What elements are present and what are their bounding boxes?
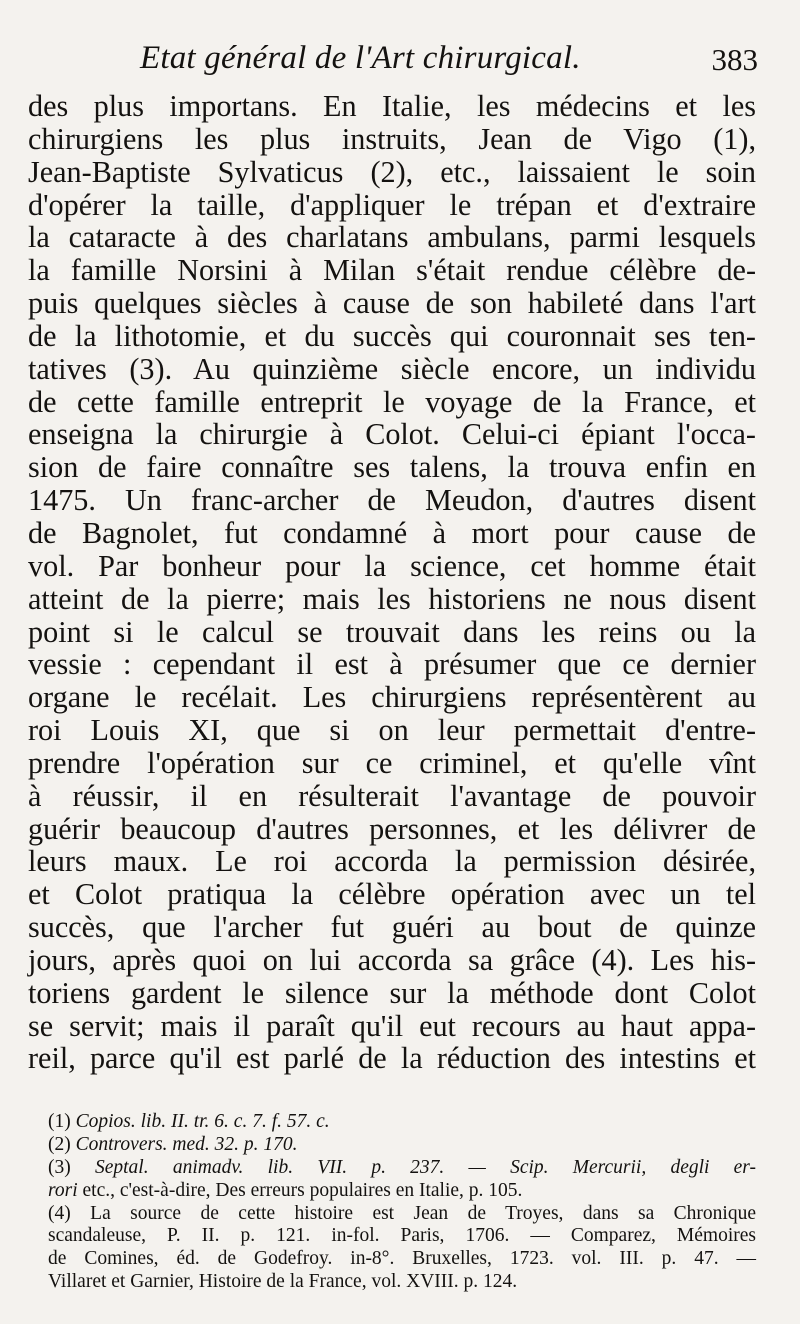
text-line: organe le recélait. Les chirurgiens représentèrent au (28, 680, 756, 715)
footnote-text: etc., c'est-à-dire, Des erreurs populaires en Italie, p. 105. (77, 1179, 523, 1201)
footnote-4-line-3: de Comines, éd. de Godefroy. in-8°. Bruxelles, 1723. vol. III. p. 47. — (48, 1248, 756, 1270)
text-line: vol. Par bonheur pour la science, cet homme était (28, 548, 756, 583)
page-number: 383 (711, 42, 758, 77)
text-line: vessie : cependant il est à présumer que ce dernier (28, 647, 756, 682)
text-line: toriens gardent le silence sur la méthode dont Colot (28, 975, 756, 1010)
footnote-number: (2) (48, 1134, 71, 1156)
text-line: sion de faire connaître ses talens, la trouva enfin en (28, 450, 756, 485)
text-line: roi Louis XI, que si on leur permettait d'entre- (28, 713, 756, 748)
footnote-2 (48, 1134, 756, 1157)
footnote-4-line-2: scandaleuse, P. II. p. 121. in-fol. Paris, 1706. — Comparez, Mémoires (48, 1225, 756, 1247)
footnote-4-line-4: Villaret et Garnier, Histoire de la France, vol. XVIII. p. 124. (48, 1270, 518, 1292)
text-line: à réussir, il en résulterait l'avantage de pouvoir (28, 778, 756, 813)
text-line: la cataracte à des charlatans ambulans, parmi lesquels (28, 220, 756, 255)
text-line: point si le calcul se trouvait dans les reins ou la (28, 614, 756, 649)
footnote-number: (3) (48, 1156, 71, 1178)
text-line: des plus importans. En Italie, les médecins et les (28, 89, 756, 123)
text-line: leurs maux. Le roi accorda la permission désirée, (28, 844, 756, 879)
text-line: de Bagnolet, fut condamné à mort pour cause de (28, 515, 756, 550)
text-line: atteint de la pierre; mais les historiens ne nous disent (28, 581, 756, 616)
running-title: Etat général de l'Art chirurgical. (140, 40, 581, 76)
footnote-number: (1) (48, 1111, 71, 1133)
text-line: de la lithotomie, et du succès qui couronnait ses ten- (28, 318, 756, 353)
text-line: enseigna la chirurgie à Colot. Celui-ci épiant l'occa- (28, 417, 756, 452)
footnote-3-continued (48, 1180, 756, 1203)
text-line: prendre l'opération sur ce criminel, et qu'elle vînt (28, 745, 756, 780)
text-line: reil, parce qu'il est parlé de la réduction des intestins et (28, 1041, 756, 1076)
footnote-reference: Controvers. med. 32. p. 170. (75, 1134, 298, 1156)
footnote-4-line-1: (4) La source de cette histoire est Jean de Troyes, dans sa Chronique (48, 1202, 756, 1224)
text-line: d'opérer la taille, d'appliquer le trépan et d'extraire (28, 187, 756, 222)
footnote-reference: Copios. lib. II. tr. 6. c. 7. f. 57. c. (75, 1111, 330, 1133)
text-line: tatives (3). Au quinzième siècle encore, un individu (28, 351, 756, 386)
text-line: 1475. Un franc-archer de Meudon, d'autres disent (28, 483, 756, 518)
text-line: et Colot pratiqua la célèbre opération avec un tel (28, 877, 756, 912)
footnotes (28, 1111, 756, 1293)
text-line: Jean-Baptiste Sylvaticus (2), etc., laissaient le soin (28, 154, 756, 189)
text-line: guérir beaucoup d'autres personnes, et les délivrer de (28, 811, 756, 846)
footnote-1 (48, 1111, 756, 1134)
text-line: se servit; mais il paraît qu'il eut recours au haut appa- (28, 1008, 756, 1043)
footnote-reference: Septal. animadv. lib. VII. p. 237. — Scip. Mercurii, degli er- (94, 1156, 757, 1178)
text-line: chirurgiens les plus instruits, Jean de Vigo (1), (28, 121, 756, 156)
footnote-italic-word: rori (48, 1179, 78, 1201)
text-line: de cette famille entreprit le voyage de la France, et (28, 384, 756, 419)
text-line: jours, après quoi on lui accorda sa grâce (4). Les his- (28, 942, 756, 977)
footnote-3 (48, 1157, 756, 1180)
text-line: succès, que l'archer fut guéri au bout de quinze (28, 910, 756, 945)
text-line: la famille Norsini à Milan s'était rendue célèbre de- (28, 253, 756, 288)
text-line: puis quelques siècles à cause de son habileté dans l'art (28, 286, 756, 321)
body-text (28, 90, 756, 1075)
page-header (28, 38, 756, 90)
